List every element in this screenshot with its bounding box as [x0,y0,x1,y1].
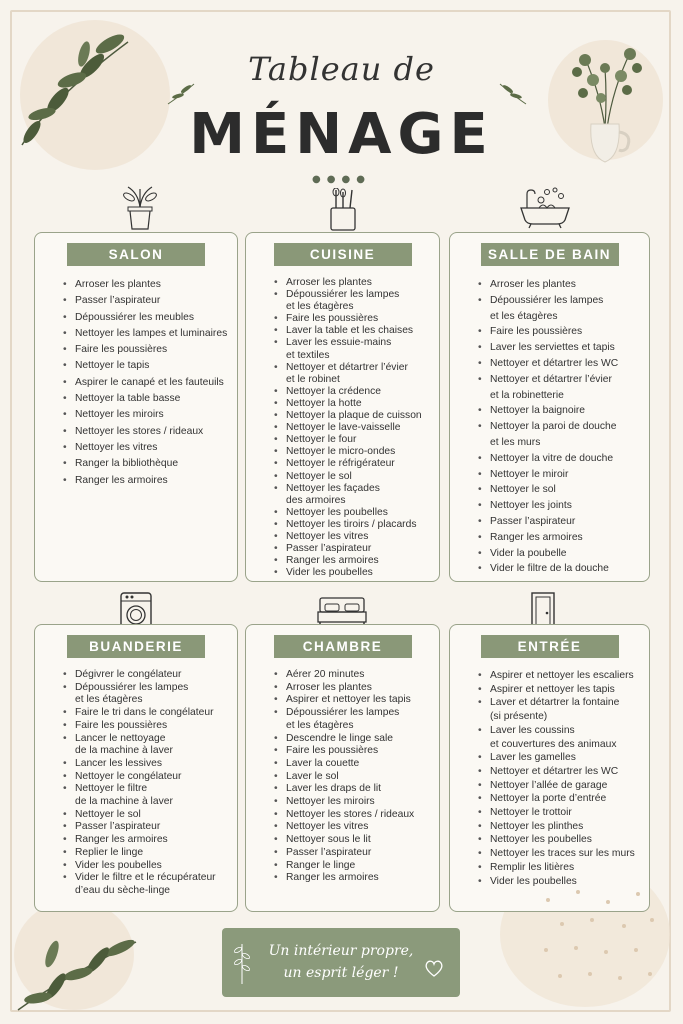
task-item: • Dépoussiérer les lampes et les étagères [482,293,641,325]
task-item: • Nettoyer sous le lit [278,834,431,847]
task-item: • Ranger les armoires [278,555,431,567]
task-list-salon [57,277,229,489]
task-item: • Nettoyer le lave-vaisselle [278,422,431,434]
task-item: • Remplir les litières [482,861,641,875]
task-item: • Nettoyer la baignoire [482,403,641,419]
task-item: • Vider le filtre et le récupérateur d’eau du sèche-linge [67,872,229,897]
task-item: • Passer l’aspirateur [278,847,431,860]
task-item: • Nettoyer les stores / rideaux [278,809,431,822]
task-item: • Nettoyer les miroirs [67,407,229,423]
task-item: • Ranger les armoires [482,530,641,546]
task-item: • Dépoussiérer les lampes et les étagères [278,289,431,313]
task-list-entree [472,669,641,888]
task-item: • Nettoyer le micro-ondes [278,446,431,458]
task-item: • Aspirer et nettoyer les escaliers [482,669,641,683]
task-item: • Ranger la bibliothèque [67,456,229,472]
section-card-salle-de-bain [449,232,650,582]
task-list-buanderie [57,669,229,898]
task-item: • Arroser les plantes [278,682,431,695]
task-item: • Laver la couette [278,758,431,771]
task-item: • Nettoyer la porte d’entrée [482,792,641,806]
page-title: MÉNAGE [189,102,494,167]
section-title-salon: SALON [67,243,205,266]
task-item: • Arroser les plantes [67,277,229,293]
task-item: • Nettoyer les traces sur les murs [482,847,641,861]
task-item: • Laver les gamelles [482,751,641,765]
task-item: • Faire les poussières [278,313,431,325]
task-item: • Laver la table et les chaises [278,325,431,337]
task-item: • Faire les poussières [482,324,641,340]
task-item: • Dépoussiérer les lampes et les étagères [278,707,431,732]
section-card-cuisine [245,232,440,582]
task-item: • Nettoyer le miroir [482,467,641,483]
task-item: • Nettoyer les vitres [67,440,229,456]
utensils-holder-icon [326,188,360,236]
task-item: • Faire les poussières [67,342,229,358]
task-item: • Aspirer et nettoyer les tapis [278,694,431,707]
task-item: • Nettoyer le trottoir [482,806,641,820]
task-item: • Ranger les armoires [278,872,431,885]
task-item: • Nettoyer les vitres [278,821,431,834]
task-item: • Faire les poussières [278,745,431,758]
task-list-chambre [268,669,431,885]
task-item: • Nettoyer la paroi de douche et les murs [482,419,641,451]
section-title-buanderie: BUANDERIE [67,635,205,658]
task-item: • Nettoyer les stores / rideaux [67,424,229,440]
task-item: • Nettoyer le four [278,434,431,446]
task-item: • Replier le linge [67,847,229,860]
heart-icon [424,960,444,978]
section-title-salle-de-bain: SALLE DE BAIN [481,243,619,266]
motto-line-2: un esprit léger ! [283,965,399,981]
task-item: • Nettoyer les tiroirs / placards [278,519,431,531]
title-script: Tableau de [248,50,435,88]
task-item: • Laver les essuie-mains et textiles [278,337,431,361]
section-card-salon [34,232,238,582]
task-item: • Descendre le linge sale [278,733,431,746]
task-item: • Vider le filtre de la douche [482,561,641,577]
task-item: • Aérer 20 minutes [278,669,431,682]
task-item: • Passer l’aspirateur [278,543,431,555]
section-title-chambre: CHAMBRE [274,635,412,658]
task-item: • Laver les draps de lit [278,783,431,796]
task-item: • Nettoyer les façades des armoires [278,483,431,507]
task-item: • Faire les poussières [67,720,229,733]
task-item: • Nettoyer l’allée de garage [482,779,641,793]
task-item: • Nettoyer le filtre de la machine à laver [67,783,229,808]
task-item: • Nettoyer les poubelles [278,507,431,519]
task-item: • Vider la poubelle [482,546,641,562]
task-item: • Passer l’aspirateur [482,514,641,530]
task-item: • Laver les serviettes et tapis [482,340,641,356]
task-item: • Vider les poubelles [482,875,641,889]
task-item: • Laver les coussins et couvertures des animaux [482,724,641,751]
task-item: • Ranger les armoires [67,834,229,847]
task-item: • Nettoyer la table basse [67,391,229,407]
plant-pot-icon [120,183,160,235]
task-item: • Vider les poubelles [278,567,431,579]
task-item: • Passer l’aspirateur [67,821,229,834]
motto-banner [222,928,460,997]
task-item: • Nettoyer le congélateur [67,771,229,784]
task-item: • Passer l’aspirateur [67,293,229,309]
task-item: • Nettoyer le réfrigérateur [278,458,431,470]
task-item: • Lancer le nettoyage de la machine à laver [67,733,229,758]
task-item: • Arroser les plantes [482,277,641,293]
task-item: • Ranger le linge [278,860,431,873]
task-item: • Nettoyer le sol [278,471,431,483]
task-item: • Laver et détartrer la fontaine (si présente) [482,696,641,723]
task-item: • Nettoyer le sol [67,809,229,822]
dot-pattern-decor [528,880,668,1000]
task-item: • Faire le tri dans le congélateur [67,707,229,720]
task-item: • Ranger les armoires [67,473,229,489]
task-item: • Nettoyer les plinthes [482,820,641,834]
task-item: • Arroser les plantes [278,277,431,289]
task-item: • Nettoyer la vitre de douche [482,451,641,467]
task-item: • Nettoyer les miroirs [278,796,431,809]
section-card-buanderie [34,624,238,912]
bathtub-icon [517,186,573,234]
task-item: • Laver le sol [278,771,431,784]
lavender-sprig-icon [232,940,252,986]
task-item: • Nettoyer les joints [482,498,641,514]
task-item: • Nettoyer la plaque de cuisson [278,410,431,422]
task-item: • Nettoyer et détartrer l’évier et le robinet [278,362,431,386]
task-item: • Nettoyer les lampes et luminaires [67,326,229,342]
task-item: • Dépoussiérer les meubles [67,310,229,326]
task-item: • Nettoyer les poubelles [482,833,641,847]
task-item: • Nettoyer le tapis [67,358,229,374]
task-item: • Aspirer le canapé et les fauteuils [67,375,229,391]
section-card-entree [449,624,650,912]
section-title-entree: ENTRÉE [481,635,619,658]
task-item: • Dégivrer le congélateur [67,669,229,682]
task-list-salle-de-bain [472,277,641,577]
task-item: • Nettoyer les vitres [278,531,431,543]
task-list-cuisine [268,277,431,579]
task-item: • Nettoyer la crédence [278,386,431,398]
task-item: • Vider les poubelles [67,860,229,873]
task-item: • Dépoussiérer les lampes et les étagères [67,682,229,707]
task-item: • Nettoyer et détartrer les WC [482,765,641,779]
section-title-cuisine: CUISINE [274,243,412,266]
section-card-chambre [245,624,440,912]
task-item: • Nettoyer et détartrer les WC [482,356,641,372]
leaf-branch-bottom-icon [12,918,142,1014]
task-item: • Nettoyer et détartrer l’évier et la robinetterie [482,372,641,404]
task-item: • Lancer les lessives [67,758,229,771]
task-item: • Nettoyer la hotte [278,398,431,410]
title-dots-divider: ●●●● [312,174,371,185]
task-item: • Aspirer et nettoyer les tapis [482,683,641,697]
task-item: • Nettoyer le sol [482,482,641,498]
motto-line-1: Un intérieur propre, [268,943,414,959]
